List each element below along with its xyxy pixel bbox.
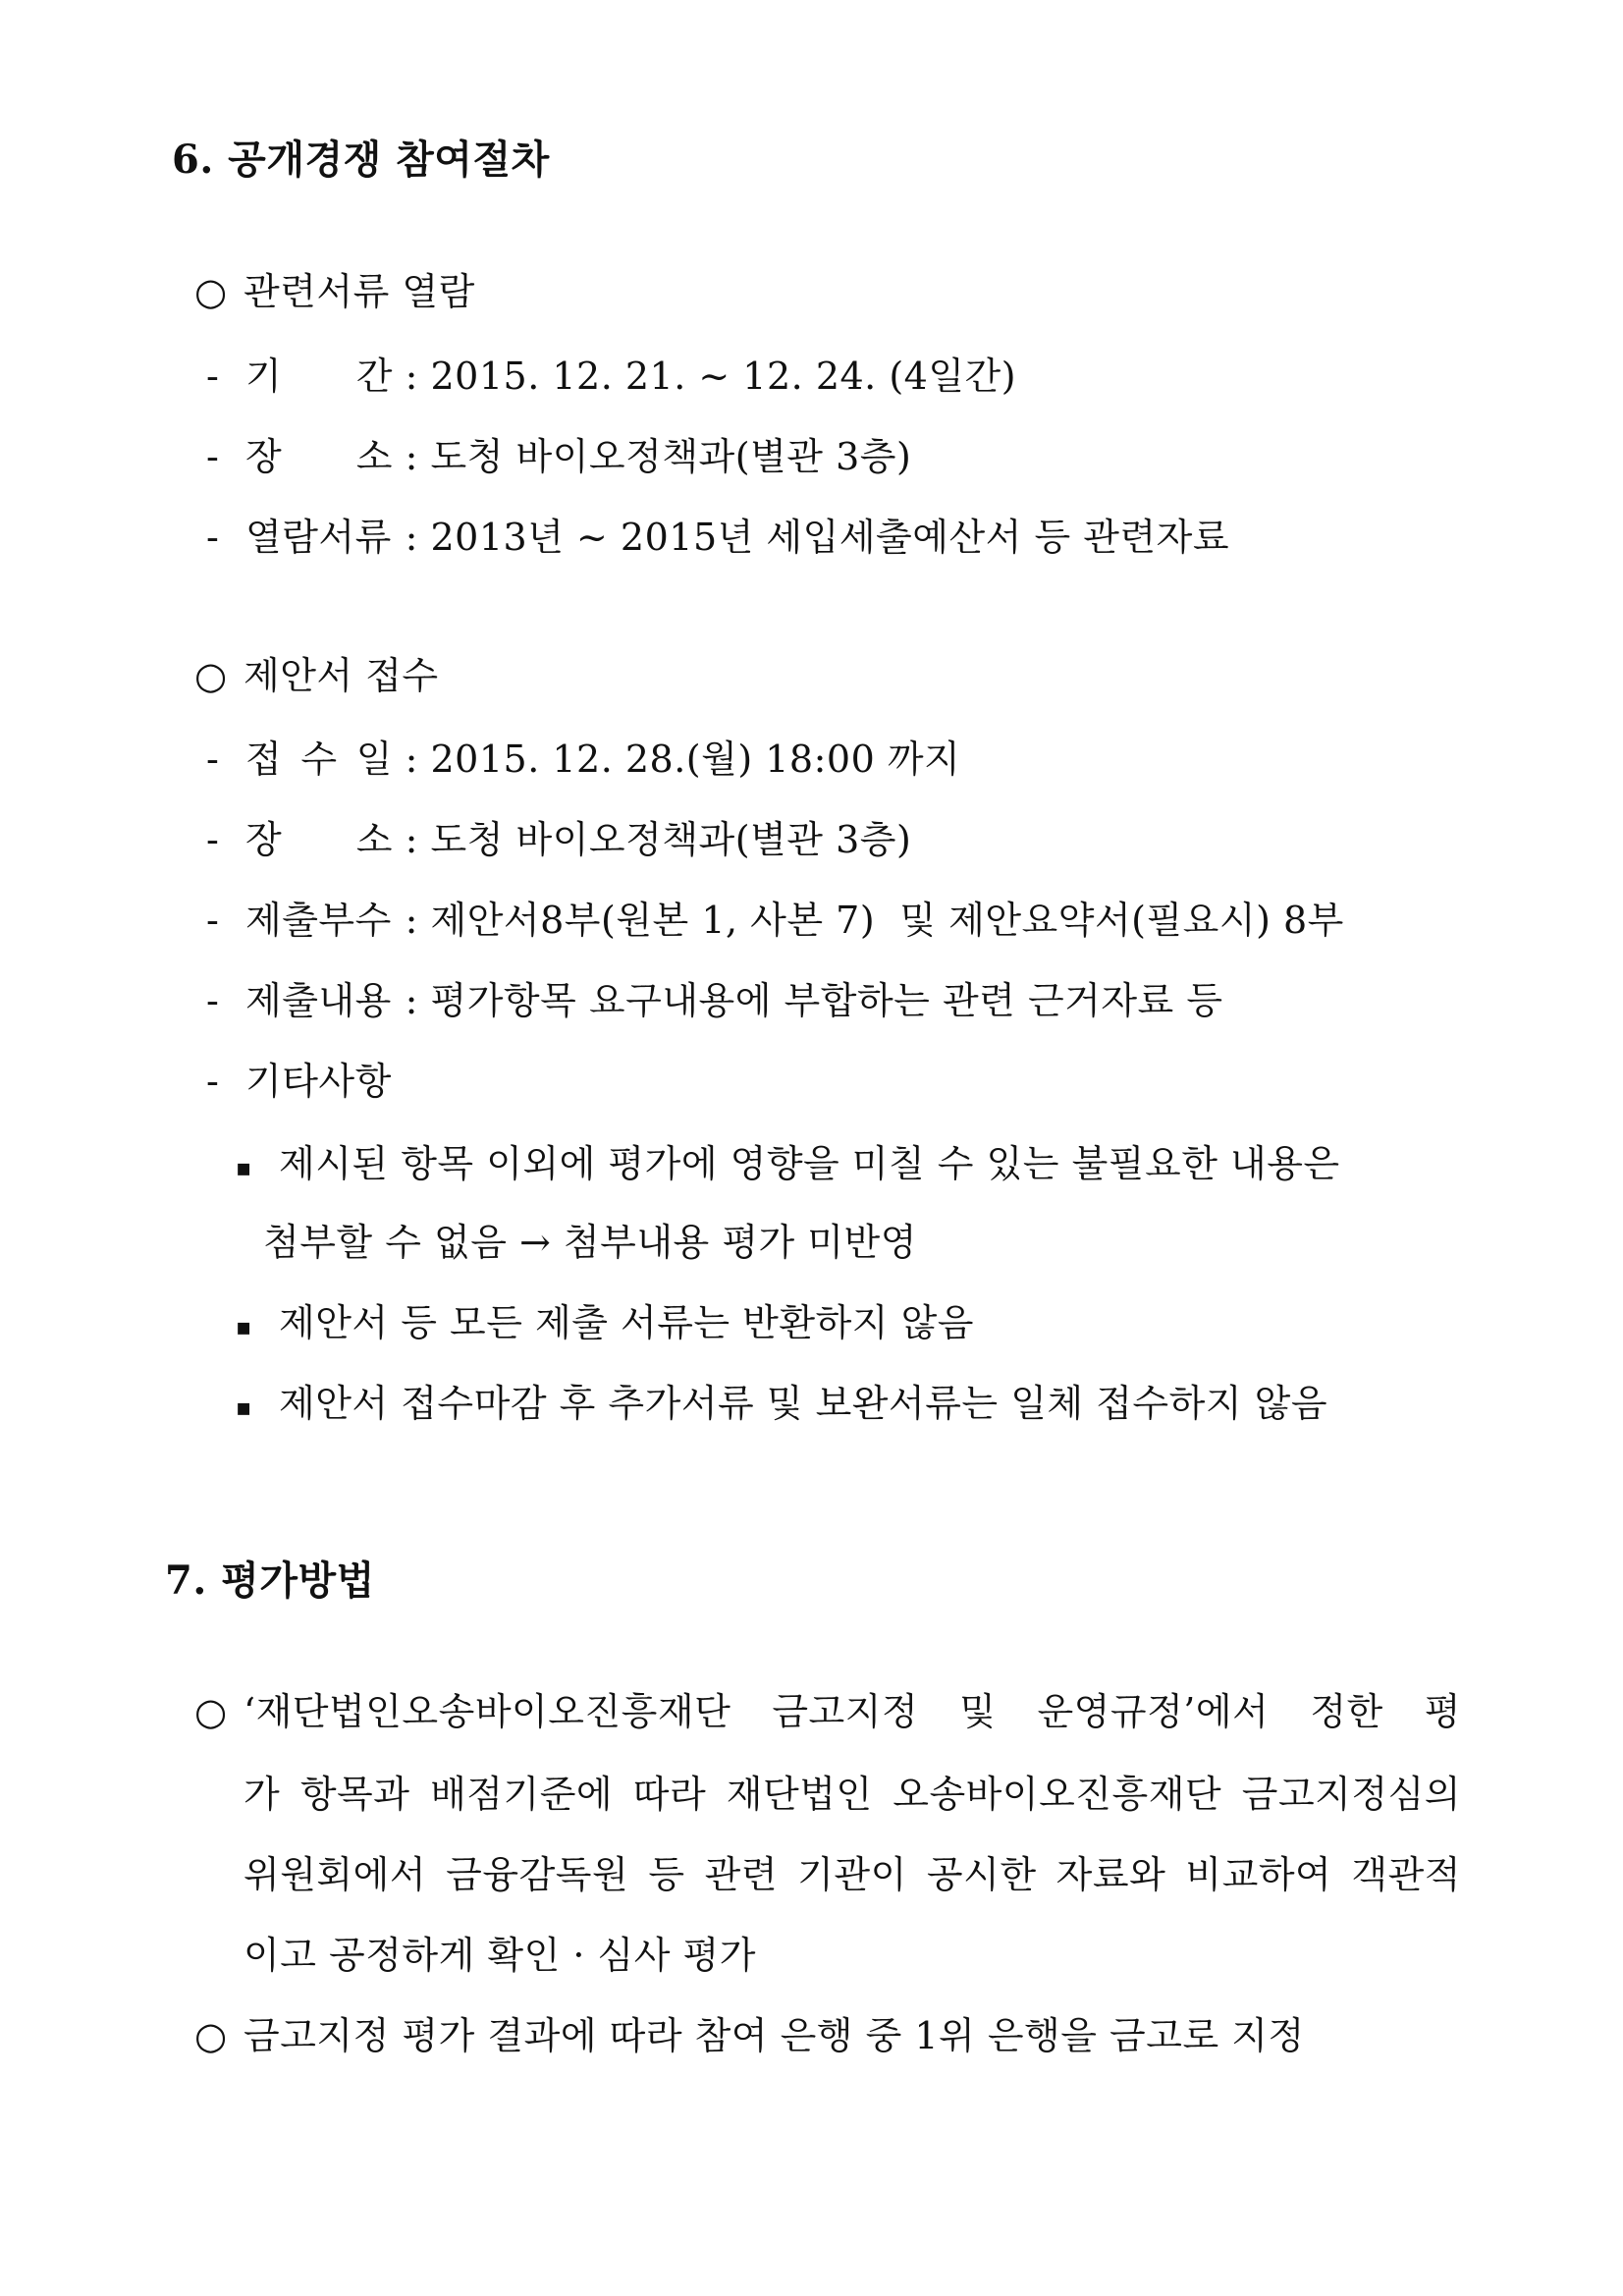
etc-item-2 bbox=[236, 1298, 974, 1351]
separator: : bbox=[405, 899, 418, 942]
inspection-place-row bbox=[206, 432, 911, 481]
date-value: 2015. 12. 28.(월) 18:00 까지 bbox=[430, 738, 961, 781]
period-label: 기 간 bbox=[245, 355, 393, 398]
dash-marker: - bbox=[206, 738, 220, 781]
proposal-copies-row bbox=[206, 896, 1344, 945]
proposal-heading bbox=[194, 651, 439, 700]
etc-item-1-line1: 제시된 항목 이외에 평가에 영향을 미칠 수 있는 불필요한 내용은 bbox=[279, 1142, 1340, 1185]
section-7-title: 7. 평가방법 bbox=[165, 1558, 375, 1604]
place-label: 장 소 bbox=[245, 818, 393, 861]
dash-marker: - bbox=[206, 355, 220, 398]
copies-label: 제출부수 bbox=[245, 899, 392, 942]
dash-marker: - bbox=[206, 1060, 220, 1103]
dash-marker: - bbox=[206, 899, 220, 942]
etc-item-1 bbox=[236, 1139, 1340, 1192]
etc-item-2-line1: 제안서 등 모든 제출 서류는 반환하지 않음 bbox=[279, 1301, 975, 1344]
dash-marker: - bbox=[206, 516, 220, 559]
eval-item-2 bbox=[194, 2011, 1305, 2060]
inspection-period-row bbox=[206, 352, 1016, 401]
circle-bullet: ○ bbox=[194, 270, 228, 313]
eval-item-1-line3: 위원회에서 금융감독원 등 관련 기관이 공시한 자료와 비교하여 객관적 bbox=[243, 1853, 1461, 1896]
copies-value: 제안서8부(원본 1, 사본 7) 및 제안요약서(필요시) 8부 bbox=[430, 899, 1344, 942]
separator: : bbox=[405, 435, 418, 478]
content-label: 제출내용 bbox=[245, 979, 392, 1022]
docs-value: 2013년 ~ 2015년 세입세출예산서 등 관련자료 bbox=[430, 516, 1230, 559]
separator: : bbox=[405, 738, 418, 781]
inspection-heading bbox=[194, 267, 475, 316]
eval-item-2-line1: 금고지정 평가 결과에 따라 참여 은행 중 1위 은행을 금고로 지정 bbox=[243, 2014, 1305, 2057]
place-label: 장 소 bbox=[245, 435, 393, 478]
period-value: 2015. 12. 21. ~ 12. 24. (4일간) bbox=[430, 355, 1017, 398]
section-6-title: 6. 공개경쟁 참여절차 bbox=[172, 137, 550, 183]
eval-item-1-line2: 가 항목과 배점기준에 따라 재단법인 오송바이오진흥재단 금고지정심의 bbox=[243, 1773, 1461, 1816]
proposal-place-row bbox=[206, 815, 911, 864]
separator: : bbox=[405, 979, 418, 1022]
square-bullet: ▪ bbox=[236, 1153, 252, 1181]
circle-bullet: ○ bbox=[194, 2014, 228, 2057]
docs-label: 열람서류 bbox=[245, 516, 392, 559]
etc-label: 기타사항 bbox=[245, 1060, 392, 1103]
place-value: 도청 바이오정책과(별관 3층) bbox=[430, 435, 912, 478]
date-label: 접 수 일 bbox=[245, 738, 393, 781]
dash-marker: - bbox=[206, 435, 220, 478]
proposal-heading-text: 제안서 접수 bbox=[243, 654, 439, 697]
place-value: 도청 바이오정책과(별관 3층) bbox=[430, 818, 912, 861]
square-bullet: ▪ bbox=[236, 1312, 252, 1340]
inspection-heading-text: 관련서류 열람 bbox=[243, 270, 475, 313]
separator: : bbox=[405, 516, 418, 559]
circle-bullet: ○ bbox=[194, 1690, 228, 1733]
separator: : bbox=[405, 355, 418, 398]
content-value: 평가항목 요구내용에 부합하는 관련 근거자료 등 bbox=[430, 979, 1223, 1022]
eval-item-1-line1: ‘재단법인오송바이오진흥재단 금고지정 및 운영규정’에서 정한 평 bbox=[243, 1690, 1461, 1733]
eval-item-1-line4: 이고 공정하게 확인 · 심사 평가 bbox=[243, 1934, 756, 1977]
circle-bullet: ○ bbox=[194, 654, 228, 697]
separator: : bbox=[405, 818, 418, 861]
eval-item-1 bbox=[194, 1687, 1461, 1736]
etc-item-3 bbox=[236, 1379, 1327, 1432]
inspection-docs-row bbox=[206, 513, 1229, 562]
square-bullet: ▪ bbox=[236, 1393, 252, 1421]
dash-marker: - bbox=[206, 979, 220, 1022]
proposal-date-row bbox=[206, 735, 960, 784]
proposal-content-row bbox=[206, 976, 1223, 1025]
etc-item-3-line1: 제안서 접수마감 후 추가서류 및 보완서류는 일체 접수하지 않음 bbox=[279, 1382, 1328, 1425]
proposal-etc-row bbox=[206, 1057, 392, 1106]
etc-item-1-continuation: 첨부할 수 없음 → 첨부내용 평가 미반영 bbox=[263, 1221, 917, 1264]
dash-marker: - bbox=[206, 818, 220, 861]
